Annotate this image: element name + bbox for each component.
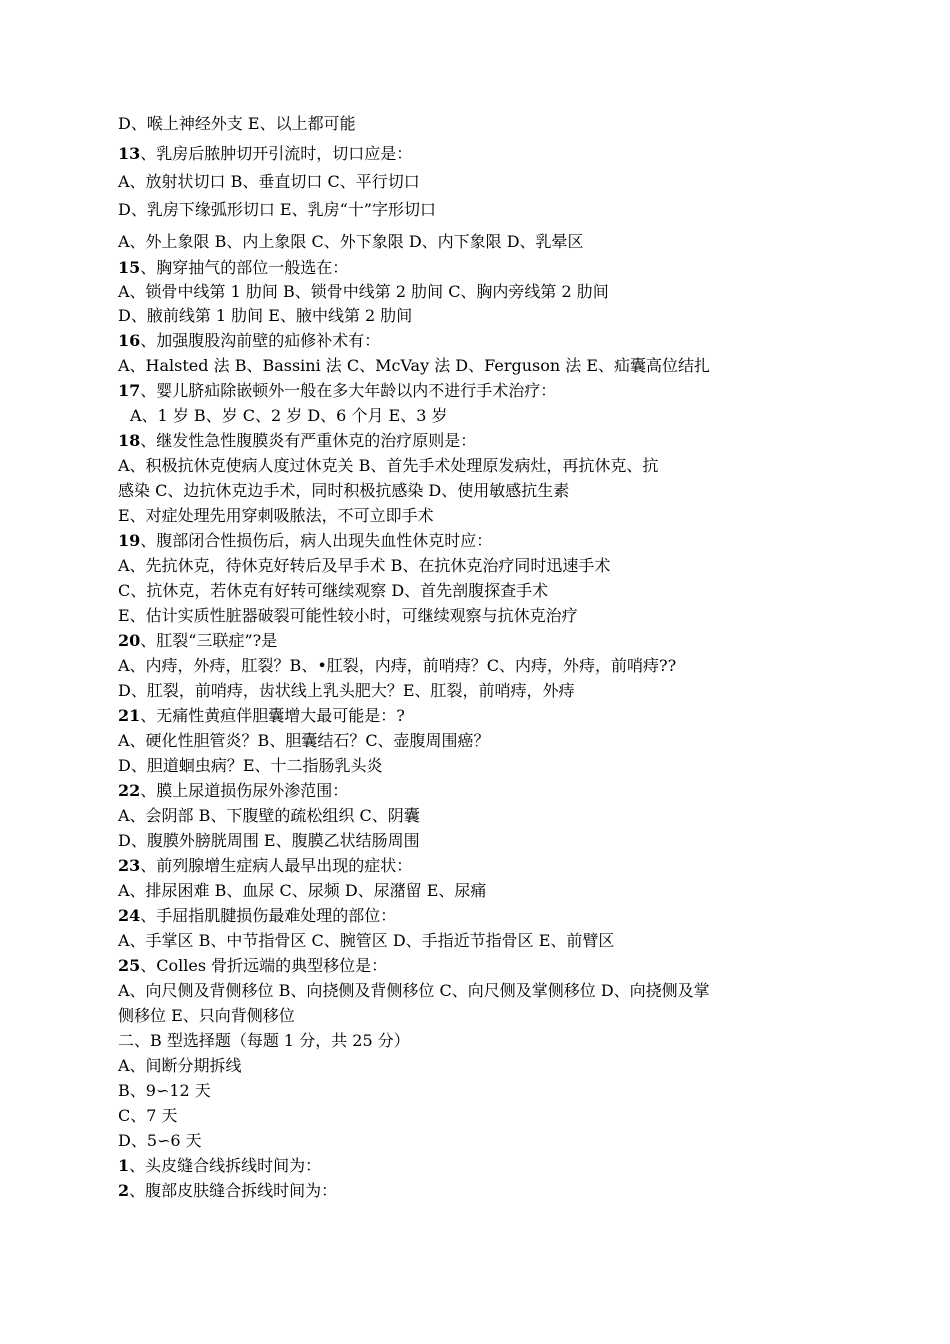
- text-line: [118, 731, 838, 751]
- line-text: D、5∽6 天: [118, 1131, 202, 1150]
- line-text: 、Colles 骨折远端的典型移位是：: [140, 956, 388, 975]
- line-text: A、间断分期拆线: [118, 1056, 242, 1075]
- line-text: D、喉上神经外支 E、以上都可能: [118, 114, 356, 133]
- text-line: [118, 756, 838, 776]
- line-text: A、积极抗休克使病人度过休克关 B、首先手术处理原发病灶，再抗休克、抗: [118, 456, 659, 475]
- text-line: [118, 981, 838, 1001]
- line-text: E、对症处理先用穿刺吸脓法，不可立即手术: [118, 506, 434, 525]
- text-line: [118, 1081, 838, 1101]
- text-line: [118, 114, 838, 134]
- line-text: C、抗休克，若休克有好转可继续观察 D、首先剖腹探查手术: [118, 581, 549, 600]
- question-number: 23: [118, 856, 141, 875]
- line-text: 、加强腹股沟前壁的疝修补术有：: [140, 331, 381, 350]
- text-line: [118, 232, 838, 252]
- text-line: [118, 856, 838, 876]
- text-line: [118, 1131, 838, 1151]
- text-line: [118, 200, 838, 220]
- line-text: E、估计实质性脏器破裂可能性较小时，可继续观察与抗休克治疗: [118, 606, 578, 625]
- line-text: 侧移位 E、只向背侧移位: [118, 1006, 295, 1025]
- text-line: [130, 406, 850, 426]
- line-text: B、9∽12 天: [118, 1081, 211, 1100]
- text-line: [118, 931, 838, 951]
- line-text: D、腋前线第 1 肋间 E、腋中线第 2 肋间: [118, 306, 413, 325]
- text-line: [118, 381, 838, 401]
- line-text: 、腹部闭合性损伤后，病人出现失血性休克时应：: [140, 531, 493, 550]
- text-line: [118, 656, 838, 676]
- question-number: 16: [118, 331, 141, 350]
- question-number: 15: [118, 258, 141, 277]
- text-line: [118, 1181, 838, 1201]
- text-line: [118, 781, 838, 801]
- line-text: 、腹部皮肤缝合拆线时间为：: [129, 1181, 338, 1200]
- question-number: 2: [118, 1181, 130, 1200]
- question-number: 25: [118, 956, 141, 975]
- text-line: [118, 806, 838, 826]
- question-number: 17: [118, 381, 141, 400]
- text-line: [118, 831, 838, 851]
- text-line: [118, 144, 838, 164]
- line-text: A、Halsted 法 B、Bassini 法 C、McVay 法 D、Ferguson 法 E、疝囊高位结扎: [118, 356, 711, 375]
- question-number: 18: [118, 431, 141, 450]
- line-text: 、肛裂“三联症”?是: [140, 631, 278, 650]
- line-text: 二、B 型选择题（每题 1 分，共 25 分）: [118, 1031, 410, 1050]
- text-line: [118, 1106, 838, 1126]
- line-text: D、乳房下缘弧形切口 E、乳房“十”字形切口: [118, 200, 436, 219]
- text-line: [118, 481, 838, 501]
- line-text: 、膜上尿道损伤尿外渗范围：: [140, 781, 349, 800]
- question-number: 22: [118, 781, 141, 800]
- line-text: D、腹膜外膀胱周围 E、腹膜乙状结肠周围: [118, 831, 420, 850]
- text-line: [118, 1006, 838, 1026]
- line-text: A、手掌区 B、中节指骨区 C、腕管区 D、手指近节指骨区 E、前臂区: [118, 931, 615, 950]
- question-number: 13: [118, 144, 141, 163]
- line-text: A、会阴部 B、下腹壁的疏松组织 C、阴囊: [118, 806, 420, 825]
- question-number: 24: [118, 906, 141, 925]
- text-line: [118, 282, 838, 302]
- text-line: [118, 906, 838, 926]
- text-line: [118, 306, 838, 326]
- line-text: 、头皮缝合线拆线时间为：: [129, 1156, 322, 1175]
- line-text: A、外上象限 B、内上象限 C、外下象限 D、内下象限 D、乳晕区: [118, 232, 584, 251]
- line-text: A、硬化性胆管炎？B、胆囊结石？C、壶腹周围癌？: [118, 731, 490, 750]
- line-text: 感染 C、边抗休克边手术，同时积极抗感染 D、使用敏感抗生素: [118, 481, 570, 500]
- text-line: [118, 681, 838, 701]
- text-line: [118, 1156, 838, 1176]
- text-line: [118, 258, 838, 278]
- line-text: D、胆道蛔虫病？E、十二指肠乳头炎: [118, 756, 383, 775]
- line-text: D、肛裂，前哨痔，齿状线上乳头肥大？E、肛裂，前哨痔，外痔: [118, 681, 575, 700]
- line-text: A、放射状切口 B、垂直切口 C、平行切口: [118, 172, 420, 191]
- text-line: [118, 1031, 838, 1051]
- line-text: A、1 岁 B、岁 C、2 岁 D、6 个月 E、3 岁: [130, 406, 448, 425]
- question-number: 21: [118, 706, 141, 725]
- text-line: [118, 431, 838, 451]
- line-text: 、手屈指肌腱损伤最难处理的部位：: [140, 906, 397, 925]
- text-line: [118, 506, 838, 526]
- text-line: [118, 606, 838, 626]
- line-text: 、乳房后脓肿切开引流时，切口应是：: [140, 144, 413, 163]
- line-text: 、婴儿脐疝除嵌顿外一般在多大年龄以内不进行手术治疗：: [140, 381, 557, 400]
- text-line: [118, 581, 838, 601]
- line-text: 、胸穿抽气的部位一般选在：: [140, 258, 349, 277]
- text-line: [118, 881, 838, 901]
- text-line: [118, 356, 838, 376]
- line-text: A、排尿困难 B、血尿 C、尿频 D、尿潴留 E、尿痛: [118, 881, 487, 900]
- question-number: 1: [118, 1156, 130, 1175]
- question-number: 19: [118, 531, 141, 550]
- line-text: C、7 天: [118, 1106, 178, 1125]
- line-text: A、先抗休克，待休克好转后及早手术 B、在抗休克治疗同时迅速手术: [118, 556, 611, 575]
- text-line: [118, 172, 838, 192]
- line-text: 、无痛性黄疸伴胆囊增大最可能是：?: [140, 706, 405, 725]
- text-line: [118, 456, 838, 476]
- text-line: [118, 531, 838, 551]
- text-line: [118, 956, 838, 976]
- text-line: [118, 631, 838, 651]
- text-line: [118, 331, 838, 351]
- text-line: [118, 706, 838, 726]
- text-line: [118, 556, 838, 576]
- text-line: [118, 1056, 838, 1076]
- line-text: 、前列腺增生症病人最早出现的症状：: [140, 856, 413, 875]
- line-text: A、内痔，外痔，肛裂？B、•肛裂，内痔，前哨痔？C、内痔，外痔，前哨痔??: [118, 656, 677, 675]
- question-number: 20: [118, 631, 141, 650]
- line-text: A、锁骨中线第 1 肋间 B、锁骨中线第 2 肋间 C、胸内旁线第 2 肋间: [118, 282, 609, 301]
- line-text: A、向尺侧及背侧移位 B、向挠侧及背侧移位 C、向尺侧及掌侧移位 D、向挠侧及掌: [118, 981, 710, 1000]
- line-text: 、继发性急性腹膜炎有严重休克的治疗原则是：: [140, 431, 477, 450]
